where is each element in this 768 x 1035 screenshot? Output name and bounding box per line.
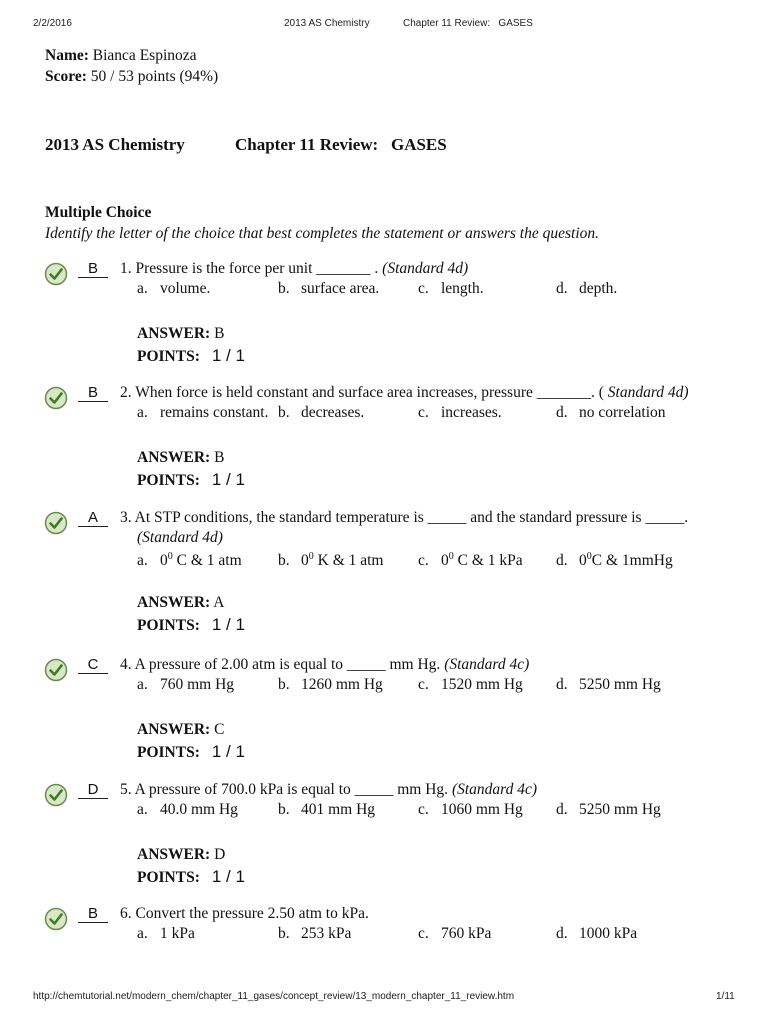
question-5	[0, 781, 768, 911]
correct-check-icon	[44, 386, 68, 410]
student-name: Bianca Espinoza	[92, 47, 197, 64]
answer-option	[556, 676, 661, 694]
answer-line	[137, 594, 224, 612]
correct-check-icon	[44, 262, 68, 286]
option-text: 1520 mm Hg	[441, 676, 523, 693]
option-text: K & 1 atm	[313, 552, 384, 570]
correct-check-icon	[44, 658, 68, 682]
option-letter: c.	[418, 801, 429, 818]
answer-option	[278, 404, 364, 422]
question-stem	[120, 384, 689, 402]
points-label: POINTS:	[137, 744, 200, 761]
option-text: length.	[441, 280, 484, 297]
option-letter: d.	[556, 552, 568, 570]
option-letter: d.	[556, 404, 568, 421]
student-response: B	[78, 261, 108, 278]
option-letter: b.	[278, 925, 290, 942]
option-prefix: 0	[301, 552, 309, 570]
option-text: depth.	[579, 280, 618, 297]
answer-line	[137, 449, 224, 467]
option-text: decreases.	[301, 404, 365, 421]
option-superscript: 0	[448, 551, 454, 562]
question-text: 2. When force is held constant and surface area increases, pressure _______. (	[120, 384, 604, 401]
course-title: 2013 AS Chemistry	[45, 135, 185, 154]
answer-option	[418, 280, 484, 298]
page-number: 1/11	[716, 991, 735, 1002]
option-letter: c.	[418, 925, 429, 942]
correct-check-icon	[44, 907, 68, 931]
option-letter: c.	[418, 404, 429, 421]
points-line	[137, 867, 245, 887]
option-text: increases.	[441, 404, 502, 421]
option-text: no correlation	[579, 404, 666, 421]
option-text: C & 1 atm	[172, 552, 242, 570]
answer-value: D	[214, 846, 226, 863]
points-value: 1 / 1	[211, 867, 245, 886]
answer-value: C	[214, 721, 225, 738]
section-instructions: Identify the letter of the choice that best completes the statement or answers the question.	[45, 225, 600, 242]
option-text: 1060 mm Hg	[441, 801, 523, 818]
option-text: 1000 kPa	[579, 925, 638, 942]
question-text: 6. Convert the pressure 2.50 atm to kPa.	[120, 905, 369, 922]
answer-label: ANSWER:	[137, 721, 211, 738]
student-response: A	[78, 510, 108, 527]
question-stem	[120, 781, 537, 799]
answer-option	[137, 551, 242, 570]
answer-option	[418, 404, 502, 422]
option-letter: d.	[556, 280, 568, 297]
question-standard: (Standard 4c)	[444, 656, 530, 673]
question-standard: (Standard 4d)	[382, 260, 469, 277]
answer-option	[137, 676, 234, 694]
points-value: 1 / 1	[211, 346, 245, 365]
points-value: 1 / 1	[211, 742, 245, 761]
score-line	[45, 68, 218, 86]
answer-option	[278, 280, 379, 298]
option-superscript: 0	[308, 551, 314, 562]
question-stem	[120, 905, 369, 923]
option-text: 5250 mm Hg	[579, 801, 661, 818]
print-date: 2/2/2016	[33, 18, 72, 29]
option-letter: c.	[418, 552, 429, 570]
option-text: 1260 mm Hg	[301, 676, 383, 693]
option-letter: a.	[137, 925, 148, 942]
student-response: B	[78, 906, 108, 923]
answer-option	[418, 925, 491, 943]
option-text: C & 1mmHg	[591, 552, 673, 570]
answer-option	[278, 551, 384, 570]
option-text: C & 1 kPa	[453, 552, 523, 570]
option-prefix: 0	[160, 552, 168, 570]
answer-option	[418, 551, 523, 570]
question-stem	[120, 260, 468, 278]
option-text: volume.	[160, 280, 211, 297]
answer-option	[137, 404, 268, 422]
chapter-title: Chapter 11 Review: GASES	[235, 135, 447, 154]
option-letter: a.	[137, 676, 148, 693]
correct-check-icon	[44, 783, 68, 807]
points-label: POINTS:	[137, 472, 200, 489]
option-letter: a.	[137, 801, 148, 818]
option-prefix: 0	[579, 552, 587, 570]
option-superscript: 0	[167, 551, 173, 562]
answer-label: ANSWER:	[137, 594, 211, 611]
print-chapter: Chapter 11 Review: GASES	[403, 18, 533, 29]
answer-line	[137, 721, 224, 739]
points-label: POINTS:	[137, 869, 200, 886]
question-6	[0, 905, 768, 1035]
option-letter: c.	[418, 280, 429, 297]
question-standard: (Standard 4d)	[137, 529, 223, 546]
points-value: 1 / 1	[211, 615, 245, 634]
answer-option	[137, 925, 195, 943]
answer-option	[278, 925, 351, 943]
question-standard: Standard 4d)	[607, 384, 689, 401]
points-value: 1 / 1	[211, 470, 245, 489]
option-text: 5250 mm Hg	[579, 676, 661, 693]
points-label: POINTS:	[137, 617, 200, 634]
answer-option	[556, 551, 673, 570]
option-letter: b.	[278, 801, 290, 818]
answer-option	[278, 676, 383, 694]
section-heading: Multiple Choice	[45, 204, 152, 221]
print-course: 2013 AS Chemistry	[284, 18, 370, 29]
answer-option	[278, 801, 375, 819]
question-3	[0, 509, 768, 639]
option-letter: a.	[137, 404, 148, 421]
option-letter: d.	[556, 676, 568, 693]
answer-option	[137, 801, 238, 819]
answer-label: ANSWER:	[137, 449, 211, 466]
option-letter: a.	[137, 552, 148, 570]
option-letter: d.	[556, 801, 568, 818]
question-stem: 3. At STP conditions, the standard temperature is _____ and the standard pressure is _____.	[120, 509, 689, 526]
points-label: POINTS:	[137, 348, 200, 365]
answer-option	[556, 404, 666, 422]
student-response: C	[78, 657, 108, 674]
points-line	[137, 742, 245, 762]
question-1	[0, 260, 768, 390]
question-stem	[120, 656, 529, 674]
answer-option	[556, 280, 617, 298]
question-standard: (Standard 4c)	[451, 781, 538, 798]
question-text: 5. A pressure of 700.0 kPa is equal to _____ mm Hg.	[120, 781, 449, 798]
option-text: 401 mm Hg	[301, 801, 376, 818]
option-text: 1 kPa	[160, 925, 195, 942]
answer-option	[556, 801, 661, 819]
student-response: D	[78, 782, 108, 799]
points-line	[137, 346, 245, 366]
option-letter: b.	[278, 404, 290, 421]
points-line	[137, 470, 245, 490]
question-text: 4. A pressure of 2.00 atm is equal to _____ mm Hg.	[120, 656, 441, 673]
answer-label: ANSWER:	[137, 325, 211, 342]
option-superscript: 0	[586, 551, 592, 562]
question-text: 1. Pressure is the force per unit _______ .	[120, 260, 379, 277]
answer-value: A	[213, 594, 225, 611]
points-line	[137, 615, 245, 635]
option-text: 253 kPa	[301, 925, 352, 942]
answer-option	[137, 280, 210, 298]
answer-value: B	[214, 325, 225, 342]
name-line	[45, 47, 197, 65]
option-letter: b.	[278, 280, 290, 297]
answer-label: ANSWER:	[137, 846, 211, 863]
answer-line	[137, 325, 224, 343]
answer-line	[137, 846, 225, 864]
correct-check-icon	[44, 511, 68, 535]
option-text: 40.0 mm Hg	[160, 801, 238, 818]
student-score: 50 / 53 points (94%)	[90, 68, 219, 85]
option-prefix: 0	[441, 552, 449, 570]
score-label: Score:	[45, 68, 87, 85]
option-letter: b.	[278, 552, 290, 570]
option-text: 760 kPa	[441, 925, 492, 942]
question-2	[0, 384, 768, 514]
student-response: B	[78, 385, 108, 402]
name-label: Name:	[45, 47, 89, 64]
option-text: remains constant.	[160, 404, 269, 421]
answer-option	[556, 925, 637, 943]
page-url: http://chemtutorial.net/modern_chem/chapter_11_gases/concept_review/13_modern_chapter_11_review.htm	[33, 991, 515, 1002]
option-text: surface area.	[301, 280, 380, 297]
answer-option	[418, 676, 523, 694]
answer-value: B	[214, 449, 225, 466]
question-4	[0, 656, 768, 786]
option-text: 760 mm Hg	[160, 676, 235, 693]
option-letter: c.	[418, 676, 429, 693]
option-letter: b.	[278, 676, 290, 693]
option-letter: a.	[137, 280, 148, 297]
option-letter: d.	[556, 925, 568, 942]
answer-option	[418, 801, 523, 819]
